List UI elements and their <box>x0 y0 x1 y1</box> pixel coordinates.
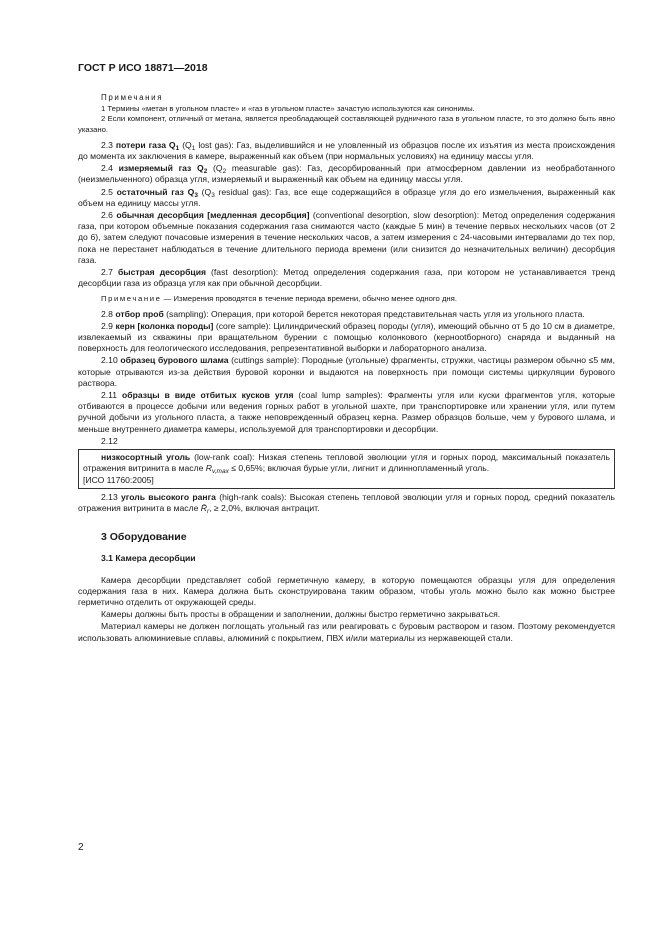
term-2-12-number: 2.12 <box>101 435 118 446</box>
term-definition: (fast desorption): Метод определения содержания газа, при котором не устанавливается тренд десорбции газа из образца угля как при обычной десорбции. <box>78 267 616 289</box>
note-item: 1 Термины «метан в угольном пласте» и «газ в угольном пласте» зачастую используются как синонимы. <box>101 104 475 114</box>
term-2-11 <box>78 390 615 435</box>
term-number: 2.9 <box>101 320 113 331</box>
term-number: 2.10 <box>101 355 118 366</box>
term-number: 2.5 <box>101 186 113 197</box>
page-number: 2 <box>78 842 84 853</box>
note-label: Примечание <box>101 294 162 304</box>
paragraph: Материал камеры не должен поглощать угольный газ или реагировать с буровым раствором и газом. Поэтому рекомендуется использовать алюминиевые сплавы, алюминий с покрытием, ПВХ и/или материалы из нержавеющей стали. <box>78 621 615 643</box>
term-name: низкосортный уголь <box>101 452 191 463</box>
term-definition: (sampling): Операция, при которой берется некоторая представительная часть угля из угольного пласта. <box>163 308 585 319</box>
document-body <box>78 92 615 645</box>
paragraph: Камеры должны быть просты в обращении и заполнении, должны быстро герметично закрываться. <box>101 609 501 620</box>
term-number: 2.4 <box>101 163 113 174</box>
term-2-9 <box>78 321 615 355</box>
term-name: уголь высокого ранга <box>121 491 216 502</box>
term-definition: (coal lump samples): Фрагменты угля или куски фрагментов угля, которые отбиваются в процессе добычи или ведения горных работ в угольной шахте, при транспортировке или хранении угля, или путем ручной добычи из угольного пласта, а также неповрежденный образец керна. Размер образцов больше, чем у бурового шлама, и меньше внутреннего диаметра камеры, используемой для транспортировки и десорбции. <box>78 390 615 434</box>
term-definition: (cuttings sample): Породные (угольные) фрагменты, стружки, частицы размером обычно ≤5 мм, которые отрываются из-за действия буровой коронки и выдаются на поверхность при помощи системы циркуляции бурового раствора. <box>78 355 616 388</box>
term-number: 2.8 <box>101 308 113 319</box>
term-2-8 <box>78 309 615 320</box>
note-text: — Измерения проводятся в течение периода времени, обычно менее одного дня. <box>161 294 457 304</box>
term-2-6 <box>78 210 615 266</box>
term-number: 2.11 <box>101 390 118 401</box>
section-title: 3 Оборудование <box>101 531 187 544</box>
term-source: [ИСО 11760:2005] <box>83 474 154 485</box>
term-2-4: 2.4 измеряемый газ $Q_2$ ($Q_2$ measurable gas): Газ, десорбированный при атмосферном давлении из необработанного (неизмельченного) образца угля, измеряемый и выраженный как объем на единицу массы угля. <box>78 163 616 185</box>
term-name: керн [колонка породы] <box>115 320 214 331</box>
reflectance-variable: R <box>205 463 212 474</box>
term-number: 2.13 <box>101 491 118 502</box>
term-2-7 <box>78 267 615 289</box>
reflectance-variable: R̄ <box>200 502 207 513</box>
paragraph: Камера десорбции представляет собой герметичную камеру, в которую помещаются образцы угля для определения содержания газа в них. Камера должна быть сконструирована таким образом, чтобы уголь можно было как можно быстрее герметично отделить от окружающей среды. <box>78 574 615 607</box>
notes-block <box>78 92 615 135</box>
term-name: обычная десорбция [медленная десорбция] <box>116 210 310 221</box>
term-name: измеряемый газ $Q_2$ <box>118 163 208 176</box>
term-number: 2.6 <box>101 210 113 221</box>
term-name: потери газа $Q_1$ <box>115 139 180 152</box>
term-definition: measurable gas): Газ, десорбированный при атмосферном давлении из необработанного (неизмельченного) образца угля, измеряемый и выраженный как объем на единицу массы угля. <box>78 163 616 185</box>
term-definition: (core sample): Цилиндрический образец породы (угля), имеющий обычно от 5 до 10 см в диаметре, извлекаемый из скважины при вращательном бурении с помощью колонкового (кернootборного) снаряда и выданный на поверхность для геологического исследования, репрезентативной выборки и лабораторного анализа. <box>78 320 616 354</box>
term-2-13: 2.13 уголь высокого ранга (high-rank coals): Высокая степень тепловой эволюции угля и горных пород, средний показатель отражения витринита в масле $R̄_r$, ≥ 2,0%, включая антрацит. <box>78 491 615 515</box>
term-number: 2.3 <box>101 139 113 150</box>
standard-header: ГОСТ Р ИСО 18871—2018 <box>78 62 208 74</box>
term-name: образец бурового шлама <box>120 355 229 366</box>
term-2-3: 2.3 потери газа $Q_1$ ($Q_1$ lost gas): Газ, выделившийся и не уловленный из образцов после их изъятия из места происхождения до момента их заключения в камере, выраженный как объем (при нормальных условиях) на единицу массы угля. <box>78 139 616 162</box>
term-name: остаточный газ $Q_3$ <box>116 186 198 199</box>
term-name: образцы в виде отбитых кусков угля <box>122 390 294 401</box>
term-definition: lost gas): Газ, выделившийся и не уловленный из образцов после их изъятия из места происхождения до момента их заключения в камере, выраженный как объем (при нормальных условиях) на единицу массы угля. <box>78 139 616 162</box>
term-2-10 <box>78 355 615 389</box>
term-2-12: низкосортный уголь (low-rank coal): Низкая степень тепловой эволюции угля и горных пород, максимальный показатель отражения витринита в масле $R_{v,max} \le 0,65\%$; включая бурые угли, лигнит и длиннопламенный уголь. <box>83 452 610 476</box>
note-2-7 <box>78 293 615 304</box>
term-2-5: 2.5 остаточный газ $Q_3$ ($Q_3$ residual gas): Газ, все еще содержащийся в образце угля до его измельчения, выраженный как объем на единицу массы угля. <box>78 186 615 208</box>
term-number: 2.7 <box>101 267 113 278</box>
term-definition: (conventional desorption, slow desorption): Метод определения содержания газа, при котором объемные показания содержания газа снимаются часто (каждые 5 мин) в течение первых нескольких часов (от 2 до 6), затем следуют почасовые измерения в течение нескольких часов, а затем измерения с 24-часовыми интервалами до тех пор, пока не перестанет наблюдаться в течение длительного периода времени (или снизится до незначительных величин) десорбция газа. <box>78 210 616 265</box>
subsection-title: 3.1 Камера десорбции <box>101 553 196 564</box>
term-name: отбор проб <box>115 308 164 319</box>
term-2-12-box <box>78 449 615 489</box>
note-item: 2 Если компонент, отличный от метана, является преобладающей составляющей рудничного газа в угольном пласте, то это должно быть явно указано. <box>78 114 615 134</box>
notes-title: Примечания <box>101 93 164 102</box>
term-definition: residual gas): Газ, все еще содержащийся в образце угля до его измельчения, выраженный как объем на единицу массы угля. <box>78 186 615 208</box>
term-name: быстрая десорбция <box>118 267 207 278</box>
